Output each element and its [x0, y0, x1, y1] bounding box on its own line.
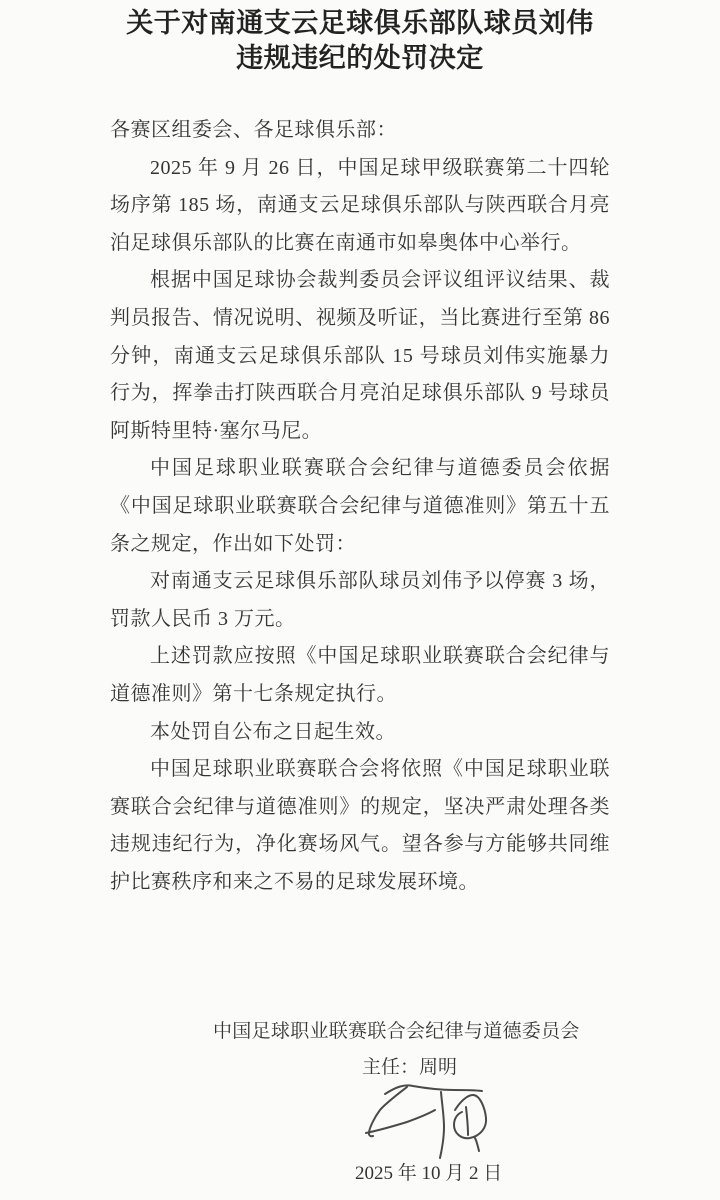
paragraph-ruling-basis: 中国足球职业联赛联合会纪律与道德委员会依据《中国足球职业联赛联合会纪律与道德准则》第五十五条之规定，作出如下处罚： [110, 457, 610, 555]
document-title [0, 6, 720, 76]
signoff-signer: 主任：周明 [362, 1057, 458, 1078]
document-body [110, 112, 610, 901]
salutation: 各赛区组委会、各足球俱乐部： [110, 119, 397, 141]
paragraph-fine-execution: 上述罚款应按照《中国足球职业联赛联合会纪律与道德准则》第十七条规定执行。 [110, 645, 610, 705]
document-title-line1: 关于对南通支云足球俱乐部队球员刘伟 [126, 8, 594, 38]
signoff-issuer: 中国足球职业联赛联合会纪律与道德委员会 [213, 1021, 580, 1042]
signoff-date: 2025 年 10 月 2 日 [355, 1163, 503, 1184]
paragraph-match-info: 2025 年 9 月 26 日，中国足球甲级联赛第二十四轮场序第 185 场，南通支云足球俱乐部队与陕西联合月亮泊足球俱乐部队的比赛在南通市如皋奥体中心举行。 [110, 156, 610, 254]
document-title-line2: 违规违纪的处罚决定 [236, 43, 484, 73]
paragraph-violation-details: 根据中国足球协会裁判委员会评议组评议结果、裁判员报告、情况说明、视频及听证，当比赛进行至第 86 分钟，南通支云足球俱乐部队 15 号球员刘伟实施暴力行为，挥拳击打陕西联合月亮泊足球俱乐部队 9 号球员阿斯特里特·塞尔马尼。 [110, 269, 610, 442]
paragraph-punishment: 对南通支云足球俱乐部队球员刘伟予以停赛 3 场，罚款人民币 3 万元。 [110, 570, 610, 630]
paragraph-effective-date: 本处罚自公布之日起生效。 [150, 720, 396, 743]
handwritten-signature-zhouming [358, 1078, 503, 1163]
paragraph-closing-statement: 中国足球职业联赛联合会将依照《中国足球职业联赛联合会纪律与道德准则》的规定，坚决严肃处理各类违规违纪行为，净化赛场风气。望各参与方能够共同维护比赛秩序和来之不易的足球发展环境。 [110, 758, 610, 893]
